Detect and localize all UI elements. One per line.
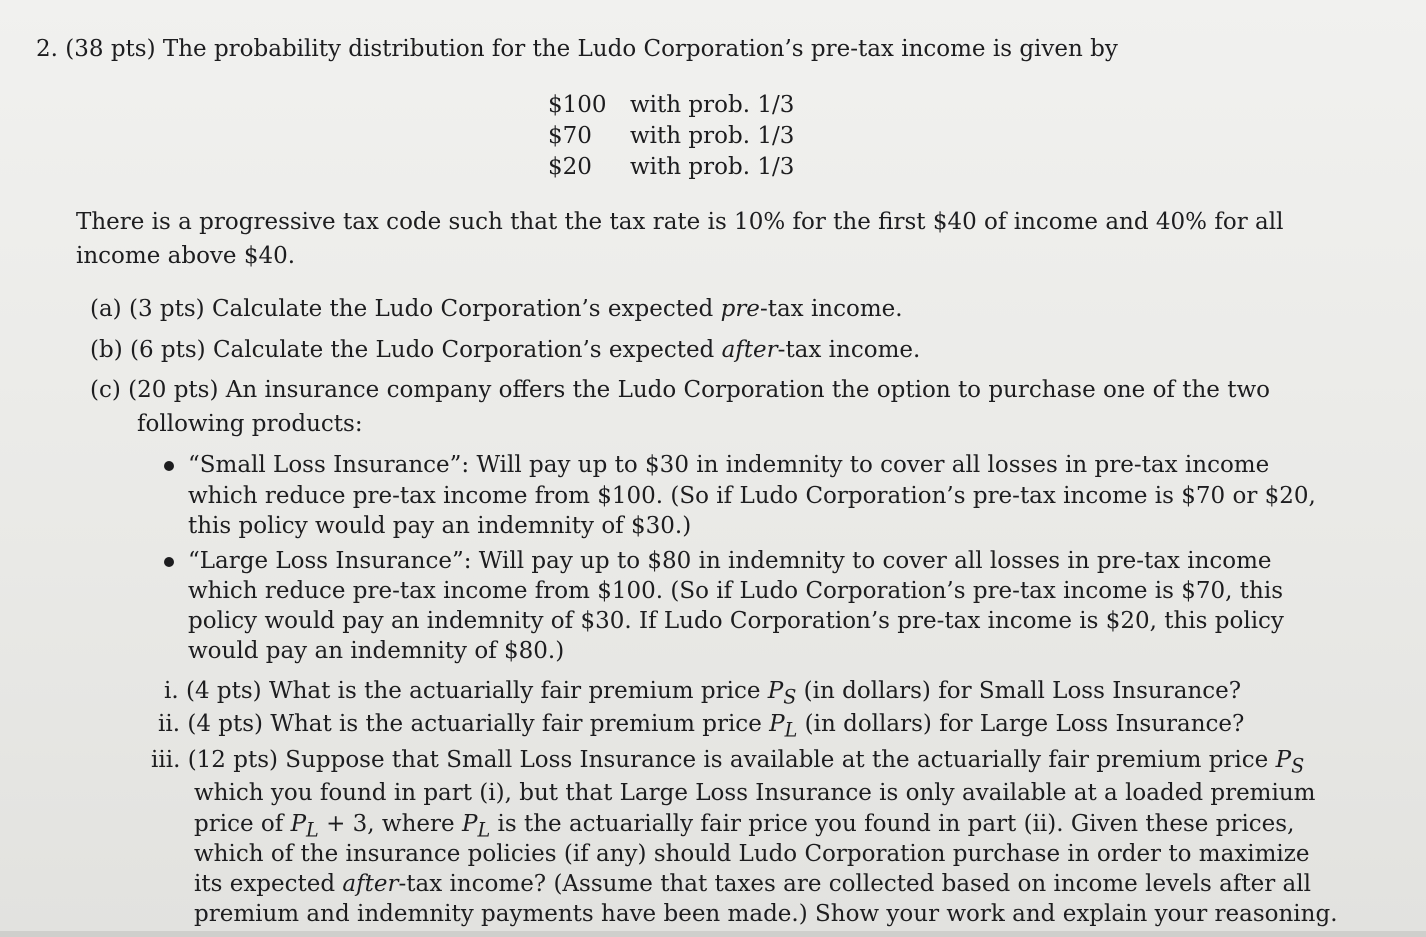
subpart-i-label: i. [164, 678, 179, 704]
subpart-ii [158, 709, 1244, 746]
part-b-label: (b) [90, 337, 123, 363]
subpart-ii-text: (4 pts) What is the actuarially fair premium price $P_L$ (in dollars) for Large Loss Insurance? [187, 711, 1245, 742]
part-c [90, 375, 1270, 405]
part-c-line-1: (20 pts) An insurance company offers the Ludo Corporation the option to purchase one of the two [128, 377, 1271, 403]
page-bottom-edge [0, 931, 1426, 937]
part-a [90, 294, 903, 324]
subpart-iii-line-6: premium and indemnity payments have been made.) Show your work and explain your reasoning. [194, 901, 1338, 927]
probability-distribution [548, 90, 794, 183]
subpart-iii-line-1: iii. (12 pts) Suppose that Small Loss Insurance is available at the actuarially fair premium price $P_S$ [151, 747, 1305, 778]
subpart-iii-line-2: which you found in part (i), but that Large Loss Insurance is only available at a loaded premium [194, 780, 1316, 806]
small-loss-line-3: this policy would pay an indemnity of $30.) [188, 513, 692, 539]
distribution-row [548, 90, 794, 121]
distribution-prob: with prob. 1/3 [630, 123, 795, 149]
subpart-iii-line-5: its expected after-tax income? (Assume that taxes are collected based on income levels after all [194, 871, 1311, 897]
subpart-iii-label: iii. [151, 747, 181, 773]
part-a-label: (a) [90, 296, 122, 322]
distribution-amount: $20 [548, 154, 592, 180]
tax-line-1: There is a progressive tax code such that the tax rate is 10% for the first $40 of income and 40% for all [76, 209, 1284, 235]
subpart-i [164, 676, 1241, 713]
part-c-label: (c) [90, 377, 121, 403]
subpart-i-text: (4 pts) What is the actuarially fair premium price $P_S$ (in dollars) for Small Loss Insurance? [185, 678, 1242, 709]
part-c-line-2: following products: [137, 411, 363, 437]
problem-number: 2. [36, 36, 58, 62]
problem-header [36, 34, 1118, 64]
bullet-icon [164, 461, 174, 471]
large-loss-line-3: policy would pay an indemnity of $30. If Ludo Corporation’s pre-tax income is $20, this policy [188, 608, 1284, 634]
subpart-iii-line-3: price of $P_L + 3$, where $P_L$ is the actuarially fair price you found in part (ii). Given these prices, [194, 811, 1295, 842]
distribution-amount: $70 [548, 123, 592, 149]
distribution-amount: $100 [548, 92, 607, 118]
small-loss-line-1: “Small Loss Insurance”: Will pay up to $30 in indemnity to cover all losses in pre-tax income [188, 452, 1270, 478]
large-loss-line-4: would pay an indemnity of $80.) [188, 638, 565, 664]
subpart-iii-line-4: which of the insurance policies (if any) should Ludo Corporation purchase in order to maximize [194, 841, 1310, 867]
distribution-row [548, 121, 794, 152]
large-loss-line-1: “Large Loss Insurance”: Will pay up to $80 in indemnity to cover all losses in pre-tax income [188, 548, 1272, 574]
part-b [90, 335, 920, 365]
small-loss-line-2: which reduce pre-tax income from $100. (So if Ludo Corporation’s pre-tax income is $70 or $20, [188, 483, 1316, 509]
distribution-prob: with prob. 1/3 [630, 92, 795, 118]
distribution-prob: with prob. 1/3 [630, 154, 795, 180]
problem-header-text: (38 pts) The probability distribution for the Ludo Corporation’s pre-tax income is given by [65, 36, 1118, 62]
distribution-row [548, 152, 794, 183]
tax-line-2: income above $40. [76, 243, 296, 269]
part-b-text: (6 pts) Calculate the Ludo Corporation’s expected after-tax income. [129, 337, 921, 363]
subpart-ii-label: ii. [158, 711, 181, 737]
bullet-icon [164, 557, 174, 567]
large-loss-line-2: which reduce pre-tax income from $100. (So if Ludo Corporation’s pre-tax income is $70, this [188, 578, 1284, 604]
part-a-text: (3 pts) Calculate the Ludo Corporation’s expected pre-tax income. [128, 296, 903, 322]
